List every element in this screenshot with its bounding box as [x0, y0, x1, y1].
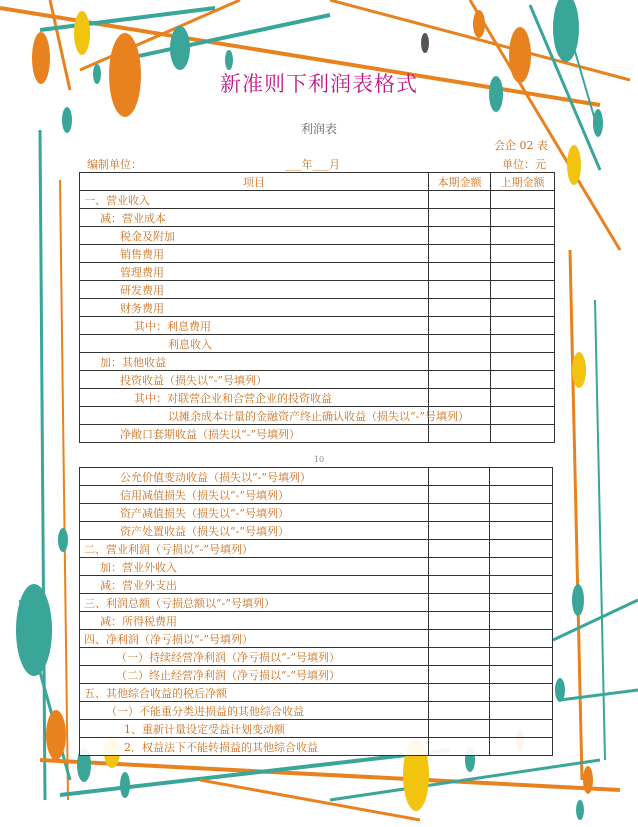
current-amount-cell — [428, 612, 489, 630]
current-amount-cell — [428, 504, 489, 522]
current-amount-cell — [428, 522, 489, 540]
row-label: 其中：利息费用 — [80, 317, 429, 335]
table-row — [80, 245, 555, 263]
deco-circle — [555, 678, 565, 702]
prior-amount-cell — [489, 558, 552, 576]
row-label: 减：营业成本 — [80, 209, 429, 227]
income-statement-table-bottom — [79, 467, 553, 756]
prior-amount-cell — [491, 317, 555, 335]
deco-line — [60, 180, 68, 800]
prior-amount-cell — [489, 576, 552, 594]
row-label: 公允价值变动收益（损失以“-”号填列） — [80, 468, 429, 486]
prior-amount-cell — [489, 594, 552, 612]
row-label: 税金及附加 — [80, 227, 429, 245]
table-row — [80, 371, 555, 389]
organization-label: 编制单位： — [87, 158, 142, 171]
page-title: 新准则下利润表格式 — [220, 72, 418, 96]
table-body-bottom — [80, 468, 553, 756]
row-label: 管理费用 — [80, 263, 429, 281]
current-amount-cell — [429, 299, 491, 317]
table-row — [80, 594, 553, 612]
deco-line — [595, 300, 605, 760]
unit-label: 单位：元 — [502, 158, 546, 171]
current-amount-cell — [429, 281, 491, 299]
table-row — [80, 263, 555, 281]
current-amount-cell — [429, 335, 491, 353]
row-label: 加：营业外收入 — [80, 558, 429, 576]
table-row — [80, 353, 555, 371]
deco-circle — [572, 584, 584, 616]
current-amount-cell — [429, 245, 491, 263]
current-amount-cell — [429, 263, 491, 281]
row-label: （一）持续经营净利润（净亏损以“-”号填列） — [80, 648, 429, 666]
table-row — [80, 299, 555, 317]
row-label: 资产处置收益（损失以“-”号填列） — [80, 522, 429, 540]
current-amount-cell — [429, 389, 491, 407]
table-row — [80, 522, 553, 540]
table-row — [80, 648, 553, 666]
deco-circle — [120, 772, 130, 798]
deco-circle — [572, 352, 586, 388]
prior-amount-cell — [491, 371, 555, 389]
prior-amount-cell — [491, 335, 555, 353]
deco-circle — [46, 710, 66, 760]
deco-circle — [576, 800, 584, 820]
table-row — [80, 227, 555, 245]
table-row — [80, 738, 553, 756]
table-row — [80, 540, 553, 558]
header-item: 项目 — [80, 173, 429, 191]
row-label: 2．权益法下不能转损益的其他综合收益 — [80, 738, 429, 756]
prior-amount-cell — [491, 299, 555, 317]
table-row — [80, 191, 555, 209]
prior-amount-cell — [489, 684, 552, 702]
table-header-row — [80, 173, 555, 191]
deco-line — [330, 760, 600, 800]
prior-amount-cell — [491, 389, 555, 407]
row-label: 四、净利润（净亏损以“-”号填列） — [80, 630, 429, 648]
deco-circle — [421, 33, 429, 53]
row-label: 财务费用 — [80, 299, 429, 317]
row-label: 一、营业收入 — [80, 191, 429, 209]
row-label: 其中：对联营企业和合营企业的投资收益 — [80, 389, 429, 407]
table-row — [80, 407, 555, 425]
table-row — [80, 702, 553, 720]
deco-circle — [567, 145, 581, 185]
current-amount-cell — [428, 666, 489, 684]
current-amount-cell — [429, 227, 491, 245]
current-amount-cell — [428, 540, 489, 558]
current-amount-cell — [428, 558, 489, 576]
prior-amount-cell — [489, 630, 552, 648]
current-amount-cell — [428, 594, 489, 612]
prior-amount-cell — [491, 191, 555, 209]
prior-amount-cell — [491, 263, 555, 281]
income-statement-table-top — [79, 172, 555, 443]
deco-circle — [583, 766, 593, 794]
deco-line — [553, 600, 638, 640]
current-amount-cell — [429, 425, 491, 443]
page-number: 10 — [313, 455, 325, 464]
current-amount-cell — [428, 630, 489, 648]
current-amount-cell — [428, 486, 489, 504]
deco-line — [560, 690, 638, 700]
prior-amount-cell — [491, 245, 555, 263]
deco-circle — [473, 10, 485, 38]
table-row — [80, 612, 553, 630]
deco-line — [570, 250, 582, 780]
current-amount-cell — [428, 468, 489, 486]
prior-amount-cell — [489, 702, 552, 720]
prior-amount-cell — [491, 209, 555, 227]
current-amount-cell — [428, 720, 489, 738]
prior-amount-cell — [489, 504, 552, 522]
current-amount-cell — [428, 738, 489, 756]
form-code: 会企 02 表 — [494, 139, 548, 152]
table-row — [80, 630, 553, 648]
prior-amount-cell — [489, 468, 552, 486]
current-amount-cell — [429, 209, 491, 227]
table-row — [80, 576, 553, 594]
deco-line — [200, 780, 420, 820]
prior-amount-cell — [489, 522, 552, 540]
table-row — [80, 317, 555, 335]
statement-title: 利润表 — [300, 122, 337, 136]
current-amount-cell — [429, 191, 491, 209]
prior-amount-cell — [491, 407, 555, 425]
deco-circle — [58, 528, 68, 552]
table-row — [80, 558, 553, 576]
current-amount-cell — [428, 702, 489, 720]
row-label: 1、重新计量设定受益计划变动额 — [80, 720, 429, 738]
table-row — [80, 504, 553, 522]
table-row — [80, 389, 555, 407]
row-label: 净敞口套期收益（损失以“-”号填列） — [80, 425, 429, 443]
table-row — [80, 209, 555, 227]
current-amount-cell — [428, 684, 489, 702]
prior-amount-cell — [489, 648, 552, 666]
row-label: 减：营业外支出 — [80, 576, 429, 594]
row-label: 利息收入 — [80, 335, 429, 353]
row-label: （二）终止经营净利润（净亏损以“-”号填列） — [80, 666, 429, 684]
row-label: 资产减值损失（损失以“-”号填列） — [80, 504, 429, 522]
deco-line — [40, 130, 45, 800]
prior-amount-cell — [489, 666, 552, 684]
row-label: 减：所得税费用 — [80, 612, 429, 630]
table-row — [80, 684, 553, 702]
row-label: 投资收益（损失以“-”号填列） — [80, 371, 429, 389]
deco-circle — [225, 50, 233, 70]
prior-amount-cell — [489, 540, 552, 558]
deco-circle — [170, 26, 190, 70]
table-row — [80, 468, 553, 486]
prior-amount-cell — [491, 227, 555, 245]
header-prior: 上期金额 — [491, 173, 555, 191]
table-row — [80, 281, 555, 299]
prior-amount-cell — [491, 353, 555, 371]
row-label: 信用减值损失（损失以“-”号填列） — [80, 486, 429, 504]
current-amount-cell — [429, 317, 491, 335]
deco-line — [80, 0, 240, 70]
row-label: 五、其他综合收益的税后净额 — [80, 684, 429, 702]
table-row — [80, 425, 555, 443]
deco-circle — [16, 584, 52, 676]
table-row — [80, 720, 553, 738]
prior-amount-cell — [489, 720, 552, 738]
row-label: 研发费用 — [80, 281, 429, 299]
prior-amount-cell — [489, 738, 552, 756]
period-label: ___年___月 — [285, 158, 340, 171]
table-row — [80, 335, 555, 353]
row-label: （一）不能重分类进损益的其他综合收益 — [80, 702, 429, 720]
row-label: 销售费用 — [80, 245, 429, 263]
row-label: 以摊余成本计量的金融资产终止确认收益（损失以“-”号填列） — [80, 407, 429, 425]
table-row — [80, 666, 553, 684]
prior-amount-cell — [491, 425, 555, 443]
row-label: 加：其他收益 — [80, 353, 429, 371]
current-amount-cell — [429, 371, 491, 389]
prior-amount-cell — [489, 612, 552, 630]
current-amount-cell — [428, 576, 489, 594]
current-amount-cell — [428, 648, 489, 666]
header-current: 本期金额 — [429, 173, 491, 191]
table-row — [80, 486, 553, 504]
deco-circle — [74, 11, 90, 55]
row-label: 二、营业利润（亏损以“-”号填列） — [80, 540, 429, 558]
table-body-top — [80, 191, 555, 443]
prior-amount-cell — [489, 486, 552, 504]
current-amount-cell — [429, 353, 491, 371]
prior-amount-cell — [491, 281, 555, 299]
row-label: 三、利润总额（亏损总额以“-”号填列） — [80, 594, 429, 612]
